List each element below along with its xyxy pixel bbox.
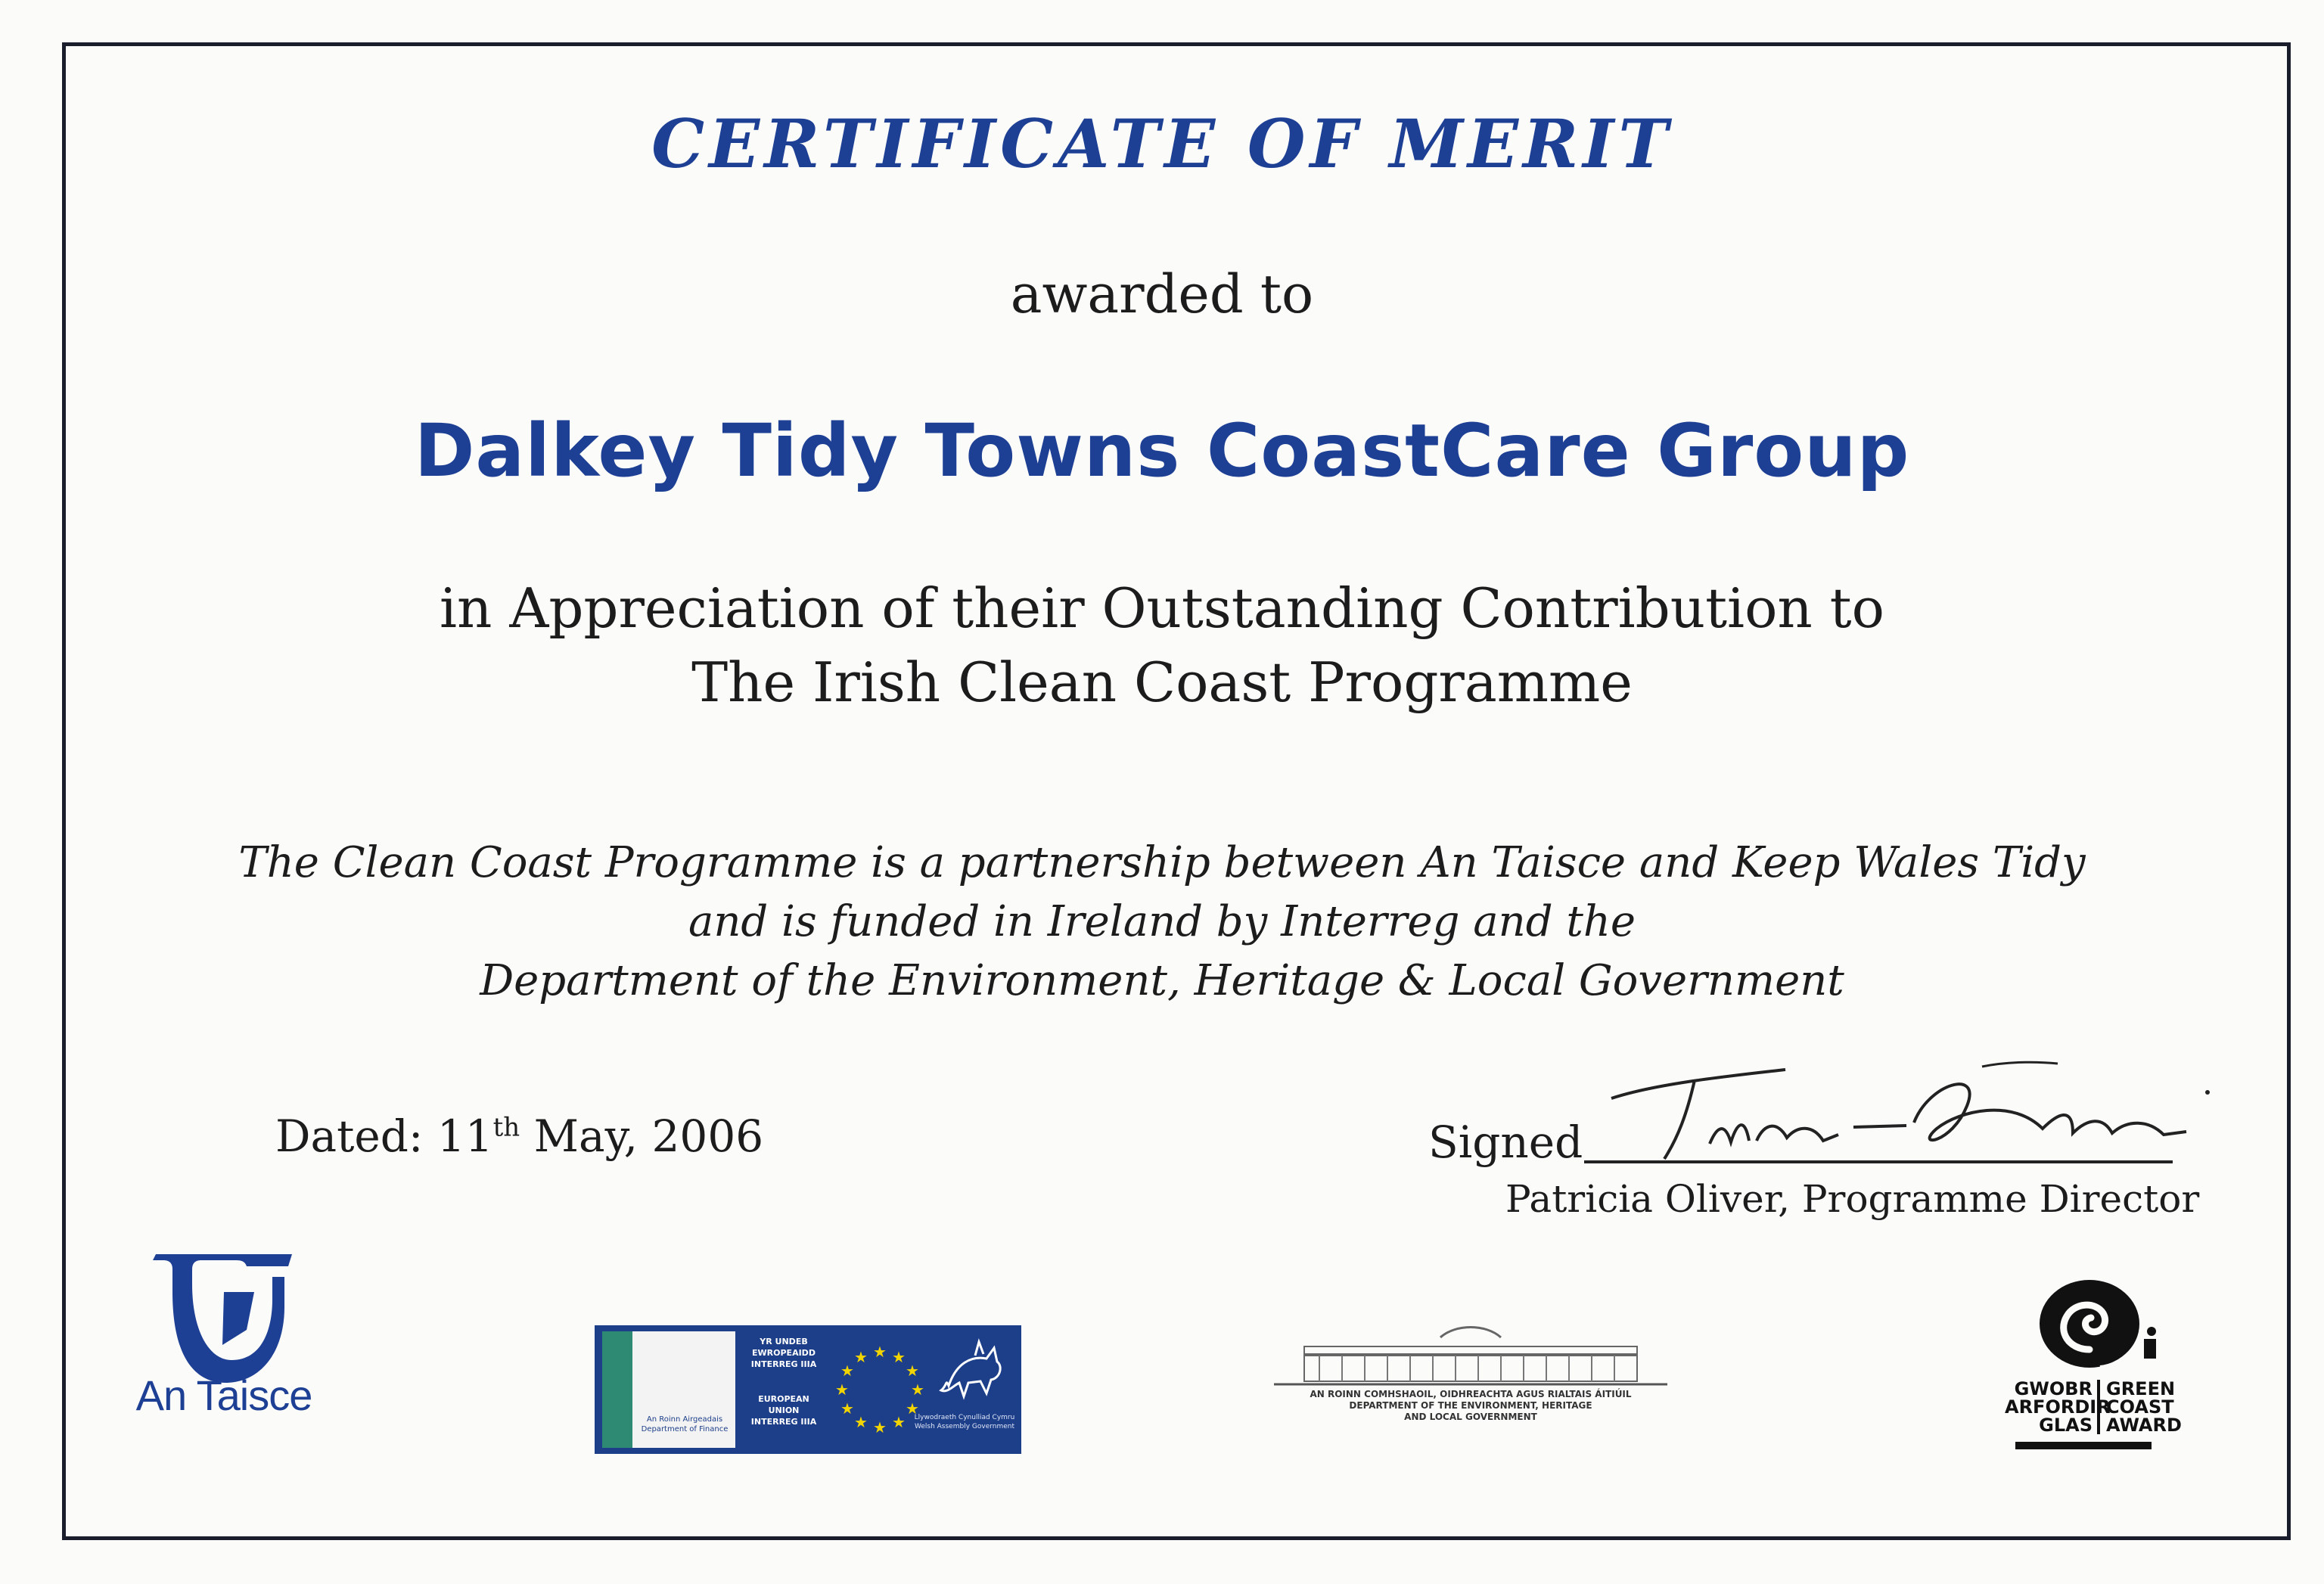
- gca-welsh-line-2: ARFORDIR: [2005, 1396, 2111, 1418]
- date-ordinal: th: [492, 1112, 520, 1143]
- interreg-welsh-line-2: EWROPEAIDD: [752, 1348, 816, 1358]
- signature-line: [1584, 1160, 2173, 1163]
- signature-image: [1589, 1053, 2224, 1166]
- gca-welsh-line-1: GWOBR: [2014, 1378, 2093, 1399]
- gca-english-line-3: AWARD: [2106, 1415, 2182, 1436]
- partnership-line-3: Department of the Environment, Heritage & Local Government: [480, 956, 1844, 1005]
- welsh-assembly-line-2: Welsh Assembly Government: [914, 1423, 1015, 1430]
- department-line-irish: AN ROINN COMHSHAOIL, OIDHREACHTA AGUS RIALTAIS ÁITIÚIL: [1310, 1389, 1632, 1399]
- welsh-assembly-line-1: Llywodraeth Cynulliad Cymru: [914, 1414, 1015, 1421]
- svg-text:★: ★: [835, 1381, 849, 1399]
- appreciation-line-2: The Irish Clean Coast Programme: [691, 651, 1633, 714]
- svg-text:★: ★: [892, 1413, 906, 1431]
- welsh-assembly-text: [911, 1413, 1018, 1431]
- signatory-name: Patricia Oliver, Programme Director: [1505, 1177, 2200, 1221]
- finance-line-1: An Roinn Airgeadais: [646, 1415, 723, 1424]
- finance-line-2: Department of Finance: [641, 1425, 729, 1433]
- gca-english-line-1: GREEN: [2106, 1378, 2176, 1399]
- svg-text:★: ★: [892, 1348, 906, 1366]
- interreg-welsh-line-3: INTERREG IIIA: [750, 1359, 817, 1369]
- partnership-line-2: and is funded in Ireland by Interreg and the: [688, 897, 1636, 946]
- certificate-title: CERTIFICATE OF MERIT: [651, 104, 1673, 183]
- appreciation-line-1: in Appreciation of their Outstanding Contribution to: [440, 576, 1884, 640]
- finance-logo-text: [634, 1415, 735, 1434]
- green-coast-underline: [2015, 1442, 2152, 1449]
- interreg-english-text: [738, 1393, 829, 1427]
- department-logo-text: [1271, 1389, 1670, 1423]
- green-coast-welsh: [2005, 1378, 2111, 1436]
- svg-text:★: ★: [873, 1343, 887, 1361]
- interreg-english-line-1: EUROPEAN: [758, 1394, 809, 1404]
- date-label: Dated: 11: [275, 1110, 493, 1162]
- svg-text:★: ★: [911, 1381, 924, 1399]
- svg-text:★: ★: [906, 1399, 919, 1418]
- finance-logo-stripe: [602, 1331, 632, 1448]
- svg-text:★: ★: [840, 1399, 854, 1418]
- an-taisce-logo-text: An Taisce: [135, 1371, 312, 1419]
- green-coast-award-spiral-icon: [2027, 1271, 2171, 1377]
- date-line: [275, 1110, 763, 1162]
- svg-text:★: ★: [840, 1362, 854, 1380]
- interreg-english-line-2: UNION: [768, 1405, 800, 1415]
- interreg-english-line-3: INTERREG IIIA: [750, 1417, 817, 1427]
- green-coast-english: [2102, 1380, 2197, 1434]
- department-line-english-1: DEPARTMENT OF THE ENVIRONMENT, HERITAGE: [1349, 1400, 1592, 1411]
- interreg-welsh-line-1: YR UNDEB: [760, 1337, 808, 1346]
- svg-text:★: ★: [906, 1362, 919, 1380]
- partnership-line-1: The Clean Coast Programme is a partnership between An Taisce and Keep Wales Tidy: [238, 838, 2086, 887]
- interreg-logo-panel: [595, 1325, 1021, 1454]
- date-rest: May, 2006: [520, 1110, 764, 1162]
- signed-label: Signed: [1428, 1117, 1583, 1168]
- interreg-welsh-text: [738, 1336, 829, 1370]
- svg-text:★: ★: [854, 1348, 868, 1366]
- welsh-dragon-icon: [934, 1333, 1009, 1409]
- department-line-english-2: AND LOCAL GOVERNMENT: [1404, 1412, 1537, 1422]
- recipient-name: Dalkey Tidy Towns CoastCare Group: [414, 408, 1910, 493]
- svg-text:★: ★: [854, 1413, 868, 1431]
- gca-english-line-2: COAST: [2106, 1396, 2174, 1418]
- gca-welsh-line-3: GLAS: [2039, 1415, 2093, 1436]
- awarded-to-label: awarded to: [1010, 263, 1314, 325]
- svg-text:★: ★: [873, 1418, 887, 1436]
